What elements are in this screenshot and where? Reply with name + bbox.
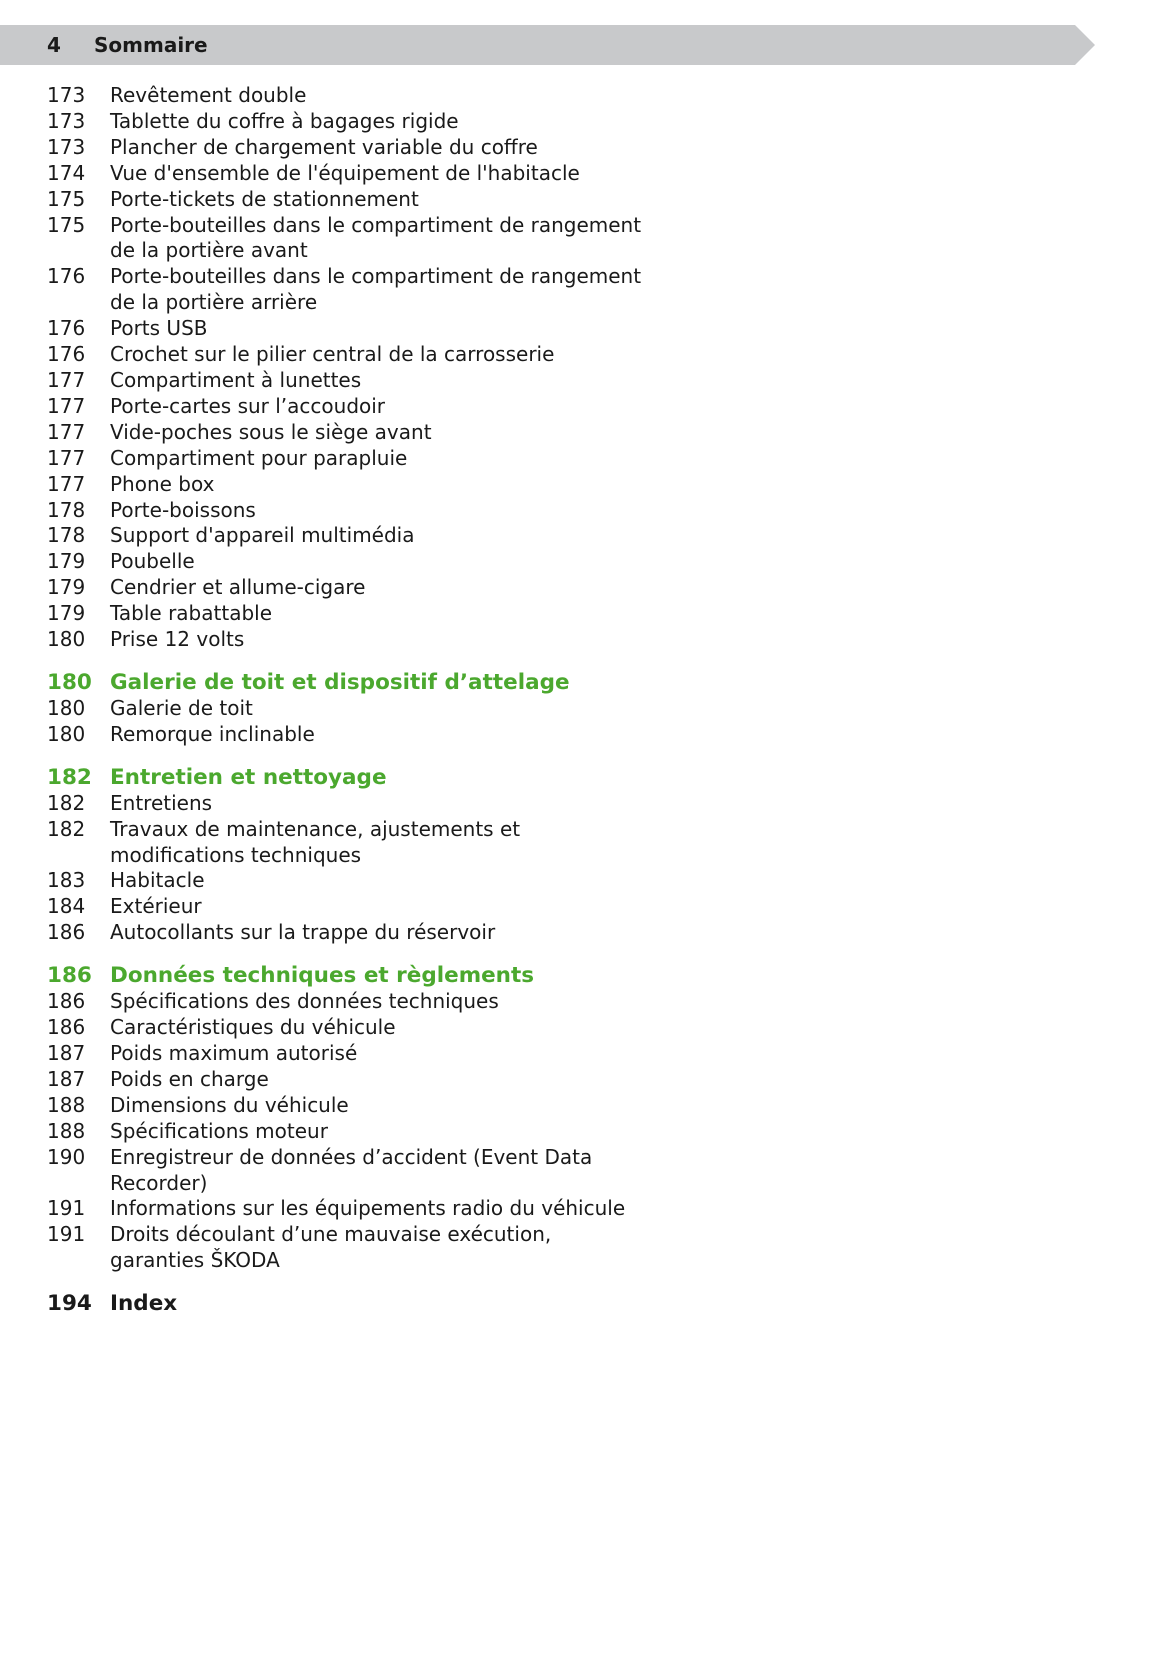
toc-page-number: 180	[47, 721, 86, 746]
toc-entry[interactable]	[47, 722, 647, 748]
toc-page-number: 174	[47, 160, 86, 185]
toc-entry[interactable]	[47, 1222, 647, 1274]
toc-title: Poubelle	[110, 549, 195, 574]
toc-title: Table rabattable	[110, 601, 273, 626]
toc-entry[interactable]	[47, 989, 647, 1015]
toc-page-number: 177	[47, 393, 86, 418]
toc-title: Index	[110, 1291, 178, 1317]
toc-entry[interactable]	[47, 791, 647, 817]
toc-entry[interactable]	[47, 135, 647, 161]
toc-page-number: 175	[47, 186, 86, 211]
toc-page-number: 175	[47, 212, 86, 237]
toc-page-number: 182	[47, 816, 86, 841]
toc-entry[interactable]	[47, 1041, 647, 1067]
toc-page-number: 183	[47, 868, 86, 893]
toc-title: Porte-bouteilles dans le compartiment de rangement de la portière avant	[110, 212, 642, 263]
toc-title: Plancher de chargement variable du coffre	[110, 134, 538, 159]
toc-title: Spécifications des données techniques	[110, 989, 499, 1014]
toc-page-number: 179	[47, 601, 86, 626]
toc-title: Données techniques et règlements	[110, 963, 535, 989]
toc-entry[interactable]	[47, 83, 647, 109]
toc-title: Prise 12 volts	[110, 627, 245, 652]
toc-entry[interactable]	[47, 498, 647, 524]
toc-entry[interactable]	[47, 601, 647, 627]
toc-page-number: 180	[47, 669, 92, 695]
toc-title: Support d'appareil multimédia	[110, 523, 415, 548]
toc-title: Crochet sur le pilier central de la carrosserie	[110, 342, 555, 367]
toc-page-number: 194	[47, 1291, 92, 1317]
toc-entry[interactable]	[47, 446, 647, 472]
toc-page-number: 187	[47, 1066, 86, 1091]
toc-entry[interactable]	[47, 817, 647, 869]
toc-title: Tablette du coffre à bagages rigide	[110, 108, 459, 133]
toc-page-number: 177	[47, 445, 86, 470]
toc-entry[interactable]	[47, 264, 647, 316]
toc-page-number: 177	[47, 419, 86, 444]
toc-page-number: 173	[47, 108, 86, 133]
toc-title: Dimensions du véhicule	[110, 1092, 349, 1117]
toc-entry[interactable]	[47, 1015, 647, 1041]
toc-section[interactable]	[47, 765, 647, 791]
toc-entry[interactable]	[47, 342, 647, 368]
toc-entry[interactable]	[47, 575, 647, 601]
toc-entry[interactable]	[47, 868, 647, 894]
toc-entry[interactable]	[47, 213, 647, 265]
toc-title: Caractéristiques du véhicule	[110, 1015, 396, 1040]
toc-page-number: 177	[47, 471, 86, 496]
toc-entry[interactable]	[47, 1067, 647, 1093]
toc-page-number: 186	[47, 963, 92, 989]
toc-entry[interactable]	[47, 696, 647, 722]
toc-page-number: 190	[47, 1144, 86, 1169]
toc-page-number: 184	[47, 894, 86, 919]
toc-page-number: 179	[47, 575, 86, 600]
toc-page-number: 188	[47, 1092, 86, 1117]
toc-title: Remorque inclinable	[110, 721, 315, 746]
toc-title: Enregistreur de données d’accident (Event Data Recorder)	[110, 1144, 593, 1195]
toc-entry[interactable]	[47, 316, 647, 342]
toc-section[interactable]	[47, 670, 647, 696]
toc-page-number: 188	[47, 1118, 86, 1143]
toc-entry[interactable]	[47, 523, 647, 549]
toc-page-number: 178	[47, 497, 86, 522]
toc-page-number: 182	[47, 764, 92, 790]
toc-entry[interactable]	[47, 1119, 647, 1145]
toc-entry[interactable]	[47, 394, 647, 420]
toc-page-number: 180	[47, 627, 86, 652]
toc-page-number: 186	[47, 989, 86, 1014]
toc-title: Porte-boissons	[110, 497, 256, 522]
toc-title: Compartiment à lunettes	[110, 367, 362, 392]
toc-page-number: 178	[47, 523, 86, 548]
toc-title: Informations sur les équipements radio du véhicule	[110, 1196, 626, 1221]
toc-entry[interactable]	[47, 368, 647, 394]
page-title: Sommaire	[94, 33, 208, 57]
toc-title: Spécifications moteur	[110, 1118, 328, 1143]
toc-title: Cendrier et allume-cigare	[110, 575, 366, 600]
toc-title: Droits découlant d’une mauvaise exécution, garanties ŠKODA	[110, 1222, 552, 1273]
toc-title: Vue d'ensemble de l'équipement de l'habitacle	[110, 160, 580, 185]
toc-title: Porte-cartes sur l’accoudoir	[110, 393, 386, 418]
toc-page-number: 176	[47, 264, 86, 289]
toc-page-number: 182	[47, 790, 86, 815]
toc-entry[interactable]	[47, 1145, 647, 1197]
toc-page-number: 176	[47, 316, 86, 341]
toc-title: Poids maximum autorisé	[110, 1041, 358, 1065]
toc-page-number: 173	[47, 83, 86, 107]
toc-page-number: 176	[47, 342, 86, 367]
toc-page-number: 187	[47, 1041, 86, 1065]
toc-title: Vide-poches sous le siège avant	[110, 419, 432, 444]
toc-entry[interactable]	[47, 549, 647, 575]
toc-index[interactable]	[47, 1291, 647, 1317]
toc-title: Porte-tickets de stationnement	[110, 186, 419, 211]
toc-entry[interactable]	[47, 1093, 647, 1119]
toc-title: Entretien et nettoyage	[110, 764, 387, 790]
toc-page-number: 179	[47, 549, 86, 574]
toc-title: Autocollants sur la trappe du réservoir	[110, 920, 496, 945]
toc-entry[interactable]	[47, 161, 647, 187]
toc-page-number: 173	[47, 134, 86, 159]
toc-entry[interactable]	[47, 1196, 647, 1222]
toc-title: Ports USB	[110, 316, 208, 341]
toc-title: Galerie de toit	[110, 695, 253, 720]
toc-section[interactable]	[47, 963, 647, 989]
toc-title: Entretiens	[110, 790, 213, 815]
toc-page-number: 191	[47, 1222, 86, 1247]
toc-title: Revêtement double	[110, 83, 307, 107]
toc-page-number: 186	[47, 920, 86, 945]
toc-title: Travaux de maintenance, ajustements et modifications techniques	[110, 816, 521, 867]
toc-entry[interactable]	[47, 894, 647, 920]
toc-title: Poids en charge	[110, 1066, 269, 1091]
table-of-contents	[47, 83, 647, 1317]
page-number: 4	[47, 33, 61, 57]
toc-page-number: 186	[47, 1015, 86, 1040]
toc-title: Phone box	[110, 471, 215, 496]
toc-title: Porte-bouteilles dans le compartiment de rangement de la portière arrière	[110, 264, 642, 315]
toc-page-number: 191	[47, 1196, 86, 1221]
page-header	[0, 25, 1095, 65]
toc-title: Galerie de toit et dispositif d’attelage	[110, 669, 570, 695]
toc-page-number: 180	[47, 695, 86, 720]
toc-entry[interactable]	[47, 420, 647, 446]
toc-entry[interactable]	[47, 920, 647, 946]
toc-entry[interactable]	[47, 472, 647, 498]
toc-entry[interactable]	[47, 627, 647, 653]
toc-title: Extérieur	[110, 894, 202, 919]
toc-title: Habitacle	[110, 868, 205, 893]
toc-entry[interactable]	[47, 109, 647, 135]
toc-page-number: 177	[47, 367, 86, 392]
toc-entry[interactable]	[47, 187, 647, 213]
toc-title: Compartiment pour parapluie	[110, 445, 408, 470]
